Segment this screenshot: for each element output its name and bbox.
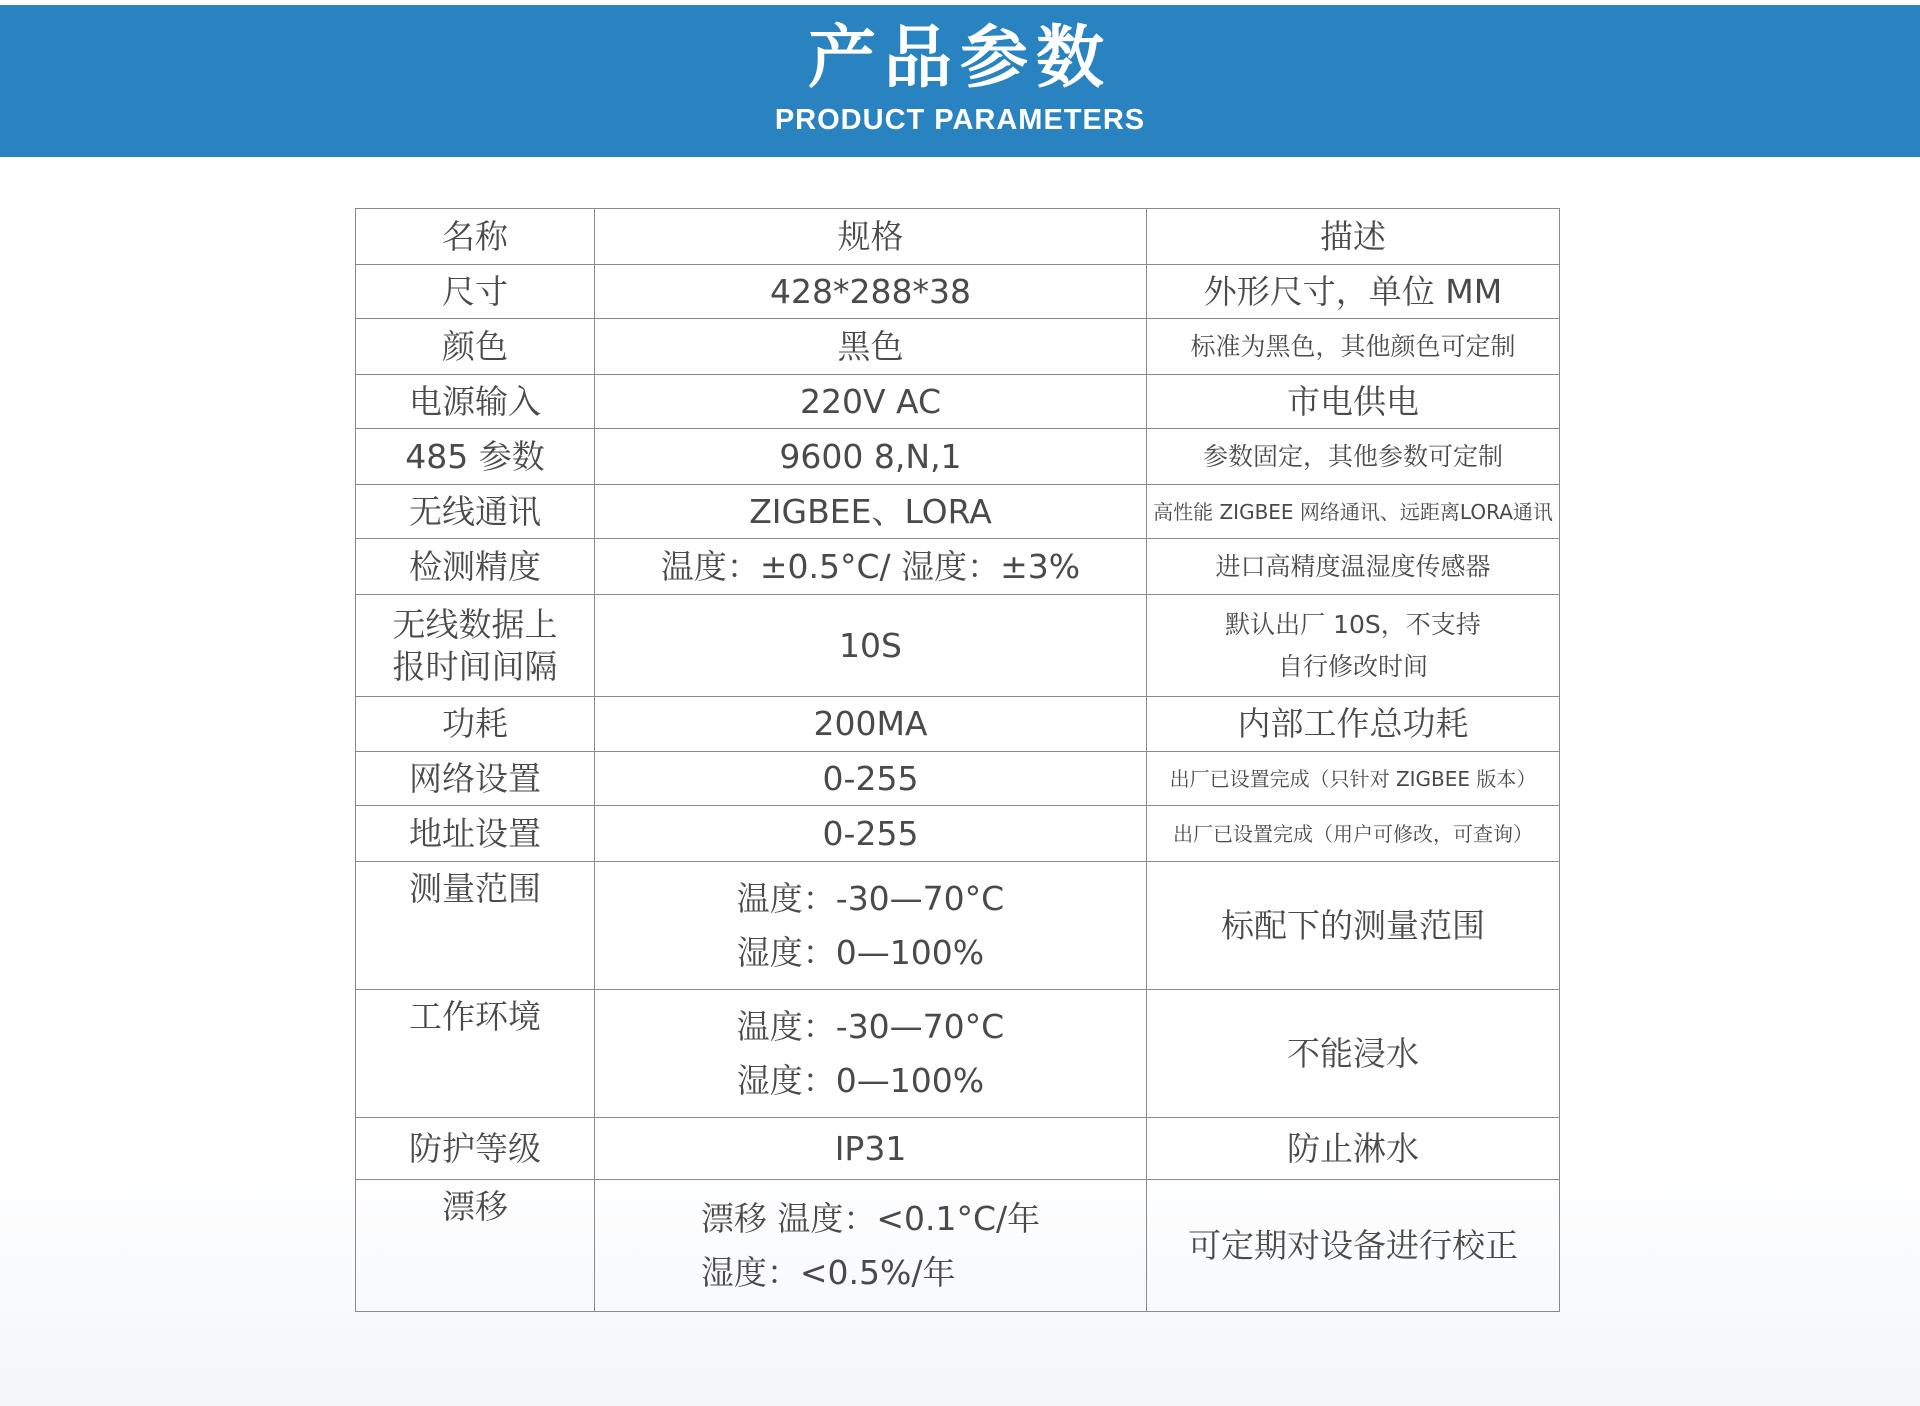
param-spec: IP31 [595, 1118, 1147, 1180]
table-row [356, 539, 1560, 595]
param-spec-line: 漂移 温度：<0.1°C/年 [700, 1198, 1041, 1238]
param-name: 颜色 [356, 319, 595, 375]
param-desc: 外形尺寸，单位 MM [1147, 265, 1560, 319]
param-name: 电源输入 [356, 375, 595, 429]
param-spec [595, 990, 1147, 1118]
param-name: 485 参数 [356, 429, 595, 485]
page-subtitle: PRODUCT PARAMETERS [774, 104, 1146, 136]
table-row [356, 1180, 1560, 1312]
table-row [356, 429, 1560, 485]
param-spec-line: 湿度：0—100% [736, 932, 985, 972]
param-desc: 出厂已设置完成（只针对 ZIGBEE 版本） [1147, 752, 1560, 806]
param-desc: 进口高精度温湿度传感器 [1147, 539, 1560, 595]
table-row [356, 485, 1560, 539]
param-desc: 市电供电 [1147, 375, 1560, 429]
parameters-table [355, 208, 1560, 1312]
param-name: 检测精度 [356, 539, 595, 595]
param-spec: 0-255 [595, 806, 1147, 862]
param-name: 漂移 [356, 1180, 595, 1312]
page-title: 产品参数 [807, 19, 1112, 98]
param-spec: ZIGBEE、LORA [595, 485, 1147, 539]
param-spec-line: 温度：-30—70°C [736, 878, 1005, 918]
table-row [356, 375, 1560, 429]
table-row [356, 265, 1560, 319]
param-desc-line: 自行修改时间 [1277, 651, 1428, 681]
header-desc: 描述 [1147, 209, 1560, 265]
param-spec-line: 湿度：<0.5%/年 [700, 1252, 956, 1292]
table-row [356, 806, 1560, 862]
param-name: 测量范围 [356, 862, 595, 990]
table-row [356, 319, 1560, 375]
param-desc: 参数固定，其他参数可定制 [1147, 429, 1560, 485]
param-desc: 高性能 ZIGBEE 网络通讯、远距离LORA通讯 [1147, 485, 1560, 539]
param-name-line: 无线数据上 [392, 604, 558, 644]
param-name: 无线通讯 [356, 485, 595, 539]
param-desc: 标准为黑色，其他颜色可定制 [1147, 319, 1560, 375]
param-spec-line: 湿度：0—100% [736, 1060, 985, 1100]
table-row [356, 862, 1560, 990]
param-desc: 防止淋水 [1147, 1118, 1560, 1180]
table-row [356, 1118, 1560, 1180]
param-spec: 428*288*38 [595, 265, 1147, 319]
param-spec: 10S [595, 595, 1147, 697]
param-desc: 标配下的测量范围 [1147, 862, 1560, 990]
param-spec: 黑色 [595, 319, 1147, 375]
param-desc [1147, 595, 1560, 697]
param-name-line: 报时间间隔 [392, 646, 558, 686]
param-spec [595, 1180, 1147, 1312]
param-spec: 0-255 [595, 752, 1147, 806]
param-name: 尺寸 [356, 265, 595, 319]
table-row [356, 990, 1560, 1118]
param-desc: 可定期对设备进行校正 [1147, 1180, 1560, 1312]
param-spec [595, 862, 1147, 990]
header-name: 名称 [356, 209, 595, 265]
table-row [356, 697, 1560, 752]
param-name: 工作环境 [356, 990, 595, 1118]
param-spec: 温度：±0.5°C/ 湿度：±3% [595, 539, 1147, 595]
param-spec-lines [737, 1000, 1004, 1108]
param-spec-line: 温度：-30—70°C [736, 1006, 1005, 1046]
table-row [356, 752, 1560, 806]
param-name: 地址设置 [356, 806, 595, 862]
param-spec: 9600 8,N,1 [595, 429, 1147, 485]
param-name: 网络设置 [356, 752, 595, 806]
param-name [356, 595, 595, 697]
param-spec: 220V AC [595, 375, 1147, 429]
table-row [356, 595, 1560, 697]
param-spec-lines [737, 872, 1004, 980]
param-spec: 200MA [595, 697, 1147, 752]
param-name: 功耗 [356, 697, 595, 752]
header-spec: 规格 [595, 209, 1147, 265]
header-banner [0, 5, 1920, 157]
param-desc: 不能浸水 [1147, 990, 1560, 1118]
param-spec-lines [701, 1192, 1040, 1300]
param-desc: 内部工作总功耗 [1147, 697, 1560, 752]
param-desc: 出厂已设置完成（用户可修改，可查询） [1147, 806, 1560, 862]
param-desc-line: 默认出厂 10S，不支持 [1225, 609, 1481, 639]
param-name: 防护等级 [356, 1118, 595, 1180]
table-header-row [356, 209, 1560, 265]
